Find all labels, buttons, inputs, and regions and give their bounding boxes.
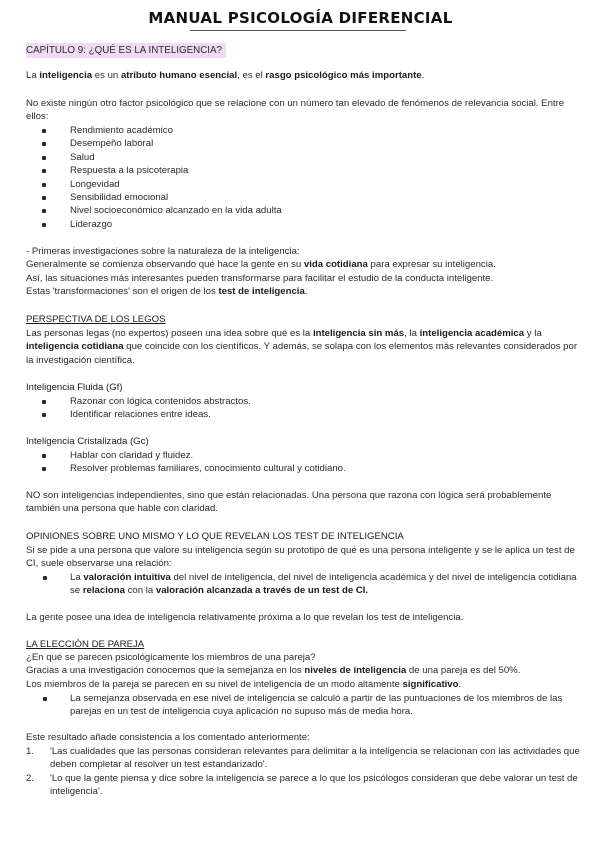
- partner-line: Los miembros de la pareja se parecen en su nivel de inteligencia de un modo altamente significativo.: [26, 678, 462, 690]
- section-heading-legos: PERSPECTIVA DE LOS LEGOS: [26, 314, 166, 325]
- conclusion-list: [26, 745, 582, 799]
- list-item: Respuesta a la psicoterapia: [26, 164, 582, 177]
- list-item: Rendimiento académico: [26, 124, 582, 137]
- research-line: Generalmente se comienza observando qué hace la gente en su vida cotidiana para expresar su inteligencia.: [26, 259, 496, 271]
- intro-statement: La inteligencia es un atributo humano esencial, es el rasgo psicológico más importante.: [26, 70, 425, 81]
- opinions-summary: La gente posee una idea de inteligencia relativamente próxima a lo que revelan los test de inteligencia.: [26, 612, 464, 623]
- list-item: La semejanza observada en ese nivel de inteligencia se calculó a partir de las puntuaciones de los miembros de las parejas en un test de inteligencia cuya aplicación no supuso más de media hora.: [26, 692, 582, 719]
- partner-question: ¿En qué se parecen psicológicamente los miembros de una pareja?: [26, 652, 316, 663]
- numbered-item: 1. 'Las cualidades que las personas consideran relevantes para delimitar a la inteligencia se relacionan con las actividades que deben completar al resolver un test estandarizado'.: [26, 746, 580, 771]
- related-paragraph: NO son inteligencias independientes, sino que están relacionadas. Una persona que razona con lógica será probablemente también una persona que hable con claridad.: [26, 490, 552, 515]
- partner-list: [26, 692, 582, 719]
- opinions-list: [26, 571, 582, 598]
- list-item: Desempeño laboral: [26, 137, 582, 150]
- list-item: Liderazgo: [26, 218, 582, 231]
- crystal-list: [26, 449, 582, 476]
- section-heading-opinions: OPINIONES SOBRE UNO MISMO Y LO QUE REVELAN LOS TEST DE INTELIGENCIA: [26, 531, 404, 542]
- partner-line: Gracias a una investigación conocemos que la semejanza en los niveles de inteligencia de una pareja es del 50%.: [26, 665, 521, 677]
- list-item: Identificar relaciones entre ideas.: [26, 408, 582, 421]
- factor-list: [26, 124, 582, 231]
- list-item: Salud: [26, 151, 582, 164]
- research-line: Estas 'transformaciones' son el origen de los test de inteligencia.: [26, 286, 308, 298]
- partner-text: [26, 651, 582, 691]
- opinions-paragraph: Si se pide a una persona que valore su inteligencia según su prototipo de qué es una persona inteligente y se le aplica un test de CI, suele observarse una relación:: [26, 545, 575, 570]
- fluid-heading: Inteligencia Fluida (Gf): [26, 382, 123, 393]
- list-item: Nivel socioeconómico alcanzado en la vida adulta: [26, 204, 582, 217]
- chapter-heading: CAPÍTULO 9: ¿QUÉ ES LA INTELIGENCIA?: [26, 43, 226, 58]
- title-underline: [190, 30, 406, 31]
- research-line: - Primeras investigaciones sobre la naturaleza de la inteligencia:: [26, 246, 300, 257]
- conclusion-intro: Este resultado añade consistencia a los comentado anteriormente:: [26, 732, 310, 743]
- fluid-list: [26, 395, 582, 422]
- list-item: Longevidad: [26, 178, 582, 191]
- list-item: Hablar con claridad y fluidez.: [26, 449, 582, 462]
- list-item: Sensibilidad emocional: [26, 191, 582, 204]
- research-line: Así, las situaciones más interesantes pueden transformarse para facilitar el estudio de la conducta inteligente.: [26, 272, 494, 284]
- intro-paragraph: No existe ningún otro factor psicológico que se relacione con un número tan elevado de fenómenos de relevancia social. Entre ellos:: [26, 98, 565, 123]
- list-item: Razonar con lógica contenidos abstractos.: [26, 395, 582, 408]
- list-item: La valoración intuitiva del nivel de inteligencia, del nivel de inteligencia académica y del nivel de inteligencia cotidiana se relaciona con la valoración alcanzada a través de un test de CI.: [26, 571, 582, 598]
- numbered-item: 2. 'Lo que la gente piensa y dice sobre la inteligencia se parece a lo que los psicólogos consideran que debe valorar un test de inteligencia'.: [26, 772, 578, 798]
- section-heading-partner: LA ELECCIÓN DE PAREJA: [26, 639, 145, 650]
- list-item: Resolver problemas familiares, conocimiento cultural y cotidiano.: [26, 462, 582, 475]
- crystal-heading: Inteligencia Cristalizada (Gc): [26, 436, 149, 447]
- research-section: [26, 245, 582, 299]
- legos-paragraph: Las personas legas (no expertos) poseen una idea sobre qué es la inteligencia sin más, la inteligencia académica y la inteligencia cotidiana que coincide con los científicos. Y además, se solapa con los elementos más relevantes considerados por la investigación científica.: [26, 328, 578, 366]
- document-title: MANUAL PSICOLOGÍA DIFERENCIAL: [148, 9, 453, 27]
